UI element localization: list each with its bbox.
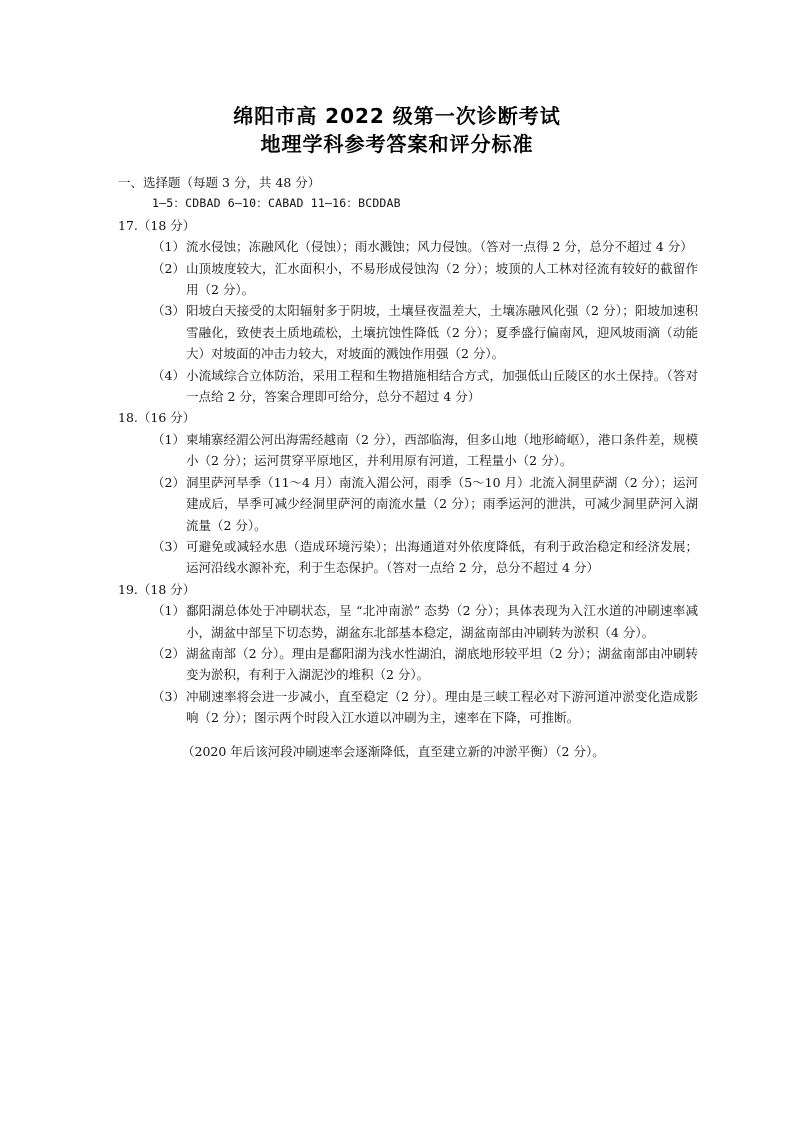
answer-content xyxy=(118,172,698,775)
item-text: 鄱阳湖总体处于冲刷状态，呈 “北冲南淤” 态势（2 分）；具体表现为入江水道的冲刷速率减小，湖盆中部呈下切态势，湖盆东北部基本稳定，湖盆南部由冲刷转为淤积（4 分）。 xyxy=(186,603,698,640)
item-number: （3） xyxy=(152,538,185,554)
mcq-answers: 1—5：CDBAD 6—10：CABAD 11—16：BCDDAB xyxy=(152,196,401,211)
item-number: （2） xyxy=(152,260,185,276)
question-label: 18.（16 分） xyxy=(118,410,196,426)
item-number: （1） xyxy=(152,603,185,619)
answer-item xyxy=(118,365,698,408)
item-number: （3） xyxy=(152,303,185,319)
answer-item xyxy=(118,300,698,364)
document-title: 绵阳市高 2022 级第一次诊断考试 xyxy=(233,104,561,128)
answer-item xyxy=(118,536,698,579)
answer-item xyxy=(118,643,698,686)
answer-item xyxy=(118,236,698,257)
item-number: （1） xyxy=(152,239,185,255)
item-text: 柬埔寨经湄公河出海需经越南（2 分），西部临海，但多山地（地形崎岖），港口条件差，规模小（2 分）；运河贯穿平原地区，并利用原有河道，工程量小（2 分）。 xyxy=(186,431,698,469)
answer-item xyxy=(118,472,698,536)
answer-item xyxy=(118,258,698,301)
item-text: 洞里萨河旱季（11～4 月）南流入湄公河，雨季（5～10 月）北流入洞里萨湖（2 分）；运河建成后，旱季可减少经洞里萨河的南流水量（2 分）；雨季运河的泄洪，可减少洞里萨河入湖流量（2 分）。 xyxy=(186,474,698,533)
item-text: 阳坡白天接受的太阳辐射多于阴坡，土壤昼夜温差大，土壤冻融风化强（2 分）；阳坡加速积雪融化，致使表土质地疏松，土壤抗蚀性降低（2 分）；夏季盛行偏南风，迎风坡雨滴（动能大）对坡面的冲击力较大，对坡面的溅蚀作用强（2 分）。 xyxy=(186,303,698,362)
section-heading: 一、选择题（每题 3 分，共 48 分） xyxy=(118,175,321,190)
question-label: 19.（18 分） xyxy=(118,581,196,597)
answer-item xyxy=(118,686,698,729)
question-label: 17.（18 分） xyxy=(118,217,196,233)
item-text: 流水侵蚀；冻融风化（侵蚀）；雨水溅蚀；风力侵蚀。（答对一点得 2 分，总分不超过 4 分） xyxy=(186,239,693,255)
item-number: （2） xyxy=(152,645,185,661)
item-text: 湖盆南部（2 分）。理由是鄱阳湖为浅水性湖泊，湖底地形较平坦（2 分）；湖盆南部由冲刷转变为淤积，有利于入湖泥沙的堆积（2 分）。 xyxy=(186,645,698,683)
item-text: 冲刷速率将会进一步减小，直至稳定（2 分）。理由是三峡工程必对下游河道冲淤变化造成影响（2 分）；图示两个时段入江水道以冲刷为主，速率在下降，可推断。 xyxy=(186,688,698,726)
item-number: （4） xyxy=(152,367,185,383)
document-subtitle: 地理学科参考答案和评分标准 xyxy=(260,132,534,156)
answer-note: （2020 年后该河段冲刷速率会逐渐降低，直至建立新的冲淤平衡）（2 分）。 xyxy=(182,744,605,760)
item-number: （1） xyxy=(152,431,185,447)
answer-item xyxy=(118,600,698,643)
item-text: 山顶坡度较大，汇水面积小，不易形成侵蚀沟（2 分）；坡顶的人工林对径流有较好的截留作用（2 分）。 xyxy=(186,260,698,298)
item-text: 小流域综合立体防治，采用工程和生物措施相结合方式，加强低山丘陵区的水土保持。（答对一点给 2 分，答案合理即可给分，总分不超过 4 分） xyxy=(186,367,698,405)
answer-item xyxy=(118,429,698,472)
item-number: （2） xyxy=(152,474,185,490)
item-number: （3） xyxy=(152,688,185,704)
item-text: 可避免或减轻水患（造成环境污染）；出海通道对外依度降低，有利于政治稳定和经济发展；运河沿线水源补充，利于生态保护。（答对一点给 2 分，总分不超过 4 分） xyxy=(186,538,698,576)
